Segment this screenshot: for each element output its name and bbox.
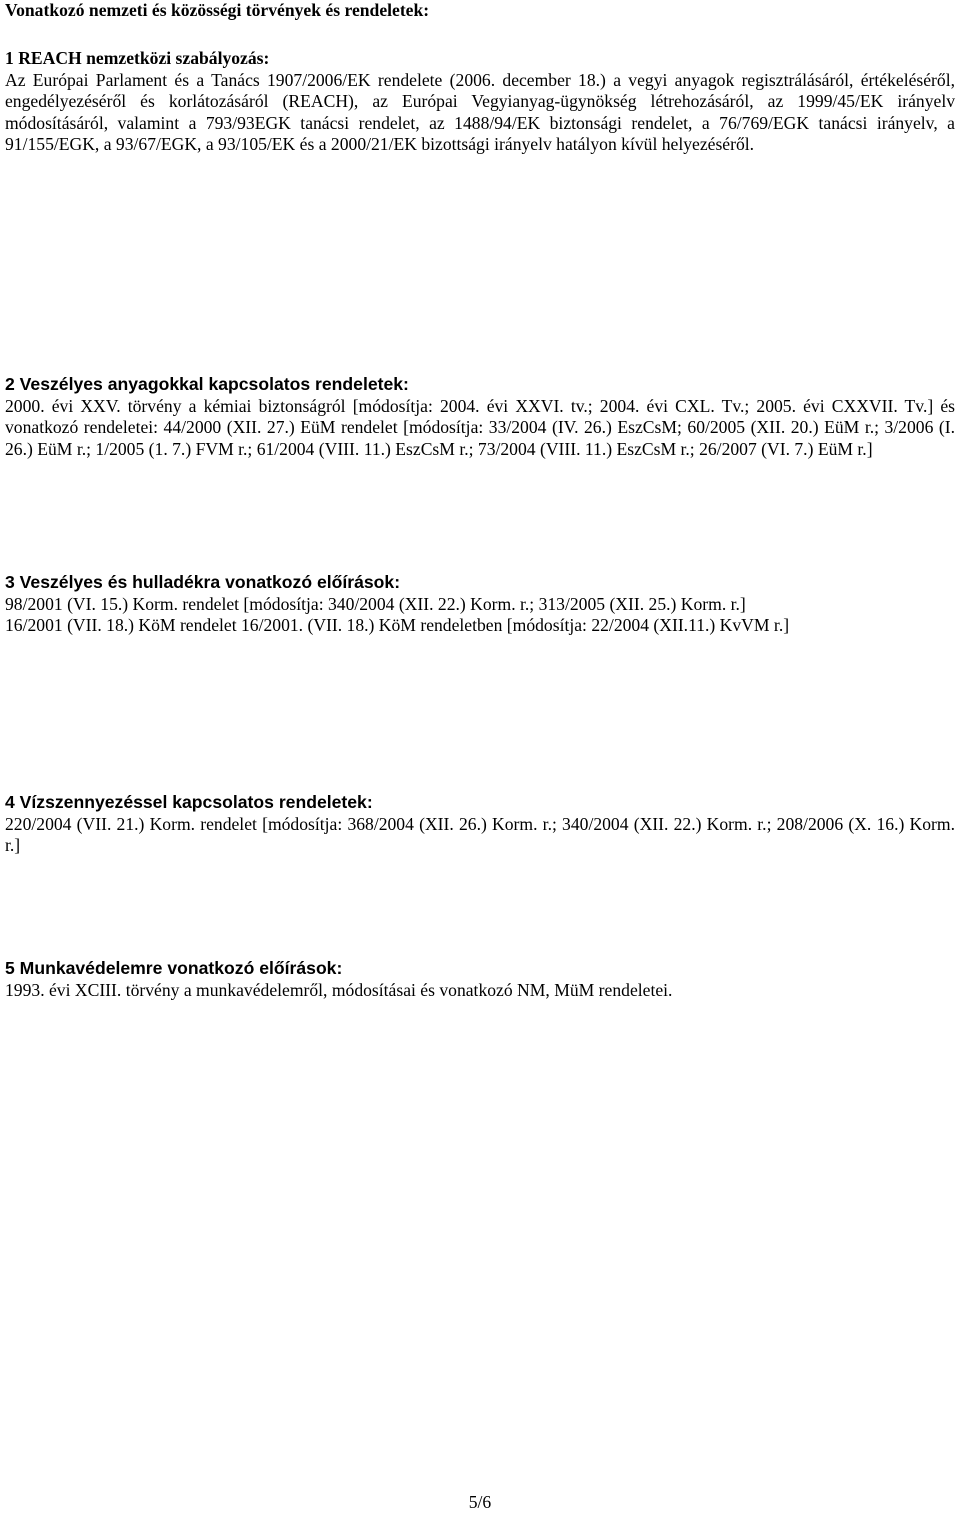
document-title: Vonatkozó nemzeti és közösségi törvények és rendeletek: bbox=[5, 0, 430, 20]
section-heading: 1 REACH nemzetközi szabályozás: bbox=[5, 48, 270, 68]
page-number: 5/6 bbox=[468, 1492, 492, 1512]
section-heading: 5 Munkavédelemre vonatkozó előírások: bbox=[5, 958, 343, 978]
section-heading: 2 Veszélyes anyagokkal kapcsolatos rendeletek: bbox=[5, 374, 409, 394]
section-body: 220/2004 (VII. 21.) Korm. rendelet [módosítja: 368/2004 (XII. 26.) Korm. r.; 340/2004 (XII. 22.) Korm. r.; 208/2006 (X. 16.) Korm. r.] bbox=[5, 813, 955, 856]
section-work-safety bbox=[5, 958, 955, 1001]
section-body: 98/2001 (VI. 15.) Korm. rendelet [módosítja: 340/2004 (XII. 22.) Korm. r.; 313/2005 (XII. 25.) Korm. r.] bbox=[5, 593, 746, 614]
section-water-pollution bbox=[5, 792, 955, 857]
section-body: 2000. évi XXV. törvény a kémiai biztonságról [módosítja: 2004. évi XXVI. tv.; 2004. évi CXL. Tv.; 2005. évi CXXVII. Tv.] és vonatkozó rendeletei: 44/2000 (XII. 27.) EüM rendelet [módosítja: 33/2004 (IV. 26.) EszCsM; 60/2005 (XII. 20.) EüM r.; 3/2006 (I. 26.) EüM r.; 1/2005 (1. 7.) FVM r.; 61/2004 (VIII. 11.) EszCsM r.; 73/2004 (VIII. 11.) EszCsM r.; 26/2007 (VI. 7.) EüM r.] bbox=[5, 395, 955, 459]
section-heading: 3 Veszélyes és hulladékra vonatkozó előírások: bbox=[5, 572, 401, 592]
section-reach bbox=[5, 48, 955, 156]
section-body-2: 16/2001 (VII. 18.) KöM rendelet 16/2001. (VII. 18.) KöM rendeletben [módosítja: 22/2004 (XII.11.) KvVM r.] bbox=[5, 615, 790, 636]
section-body: 1993. évi XCIII. törvény a munkavédelemről, módosításai és vonatkozó NM, MüM rendeletei. bbox=[5, 979, 673, 1000]
section-dangerous-substances bbox=[5, 374, 955, 460]
section-heading: 4 Vízszennyezéssel kapcsolatos rendeletek: bbox=[5, 792, 373, 812]
section-waste bbox=[5, 572, 955, 637]
section-body: Az Európai Parlament és a Tanács 1907/2006/EK rendelete (2006. december 18.) a vegyi anyagok regisztrálásáról, értékeléséről, engedélyezéséről és korlátozásáról (REACH), az Európai Vegyianyag-ügynökség létrehozásáról, az 1999/45/EK irányelv módosításáról, valamint a 793/93EGK tanácsi rendelet, az 1488/94/EK biztonsági rendelet, a 76/769/EGK tanácsi irányelv, a 91/155/EGK, a 93/67/EGK, a 93/105/EK és a 2000/21/EK bizottsági irányelv hatályon kívül helyezéséről. bbox=[5, 69, 955, 155]
